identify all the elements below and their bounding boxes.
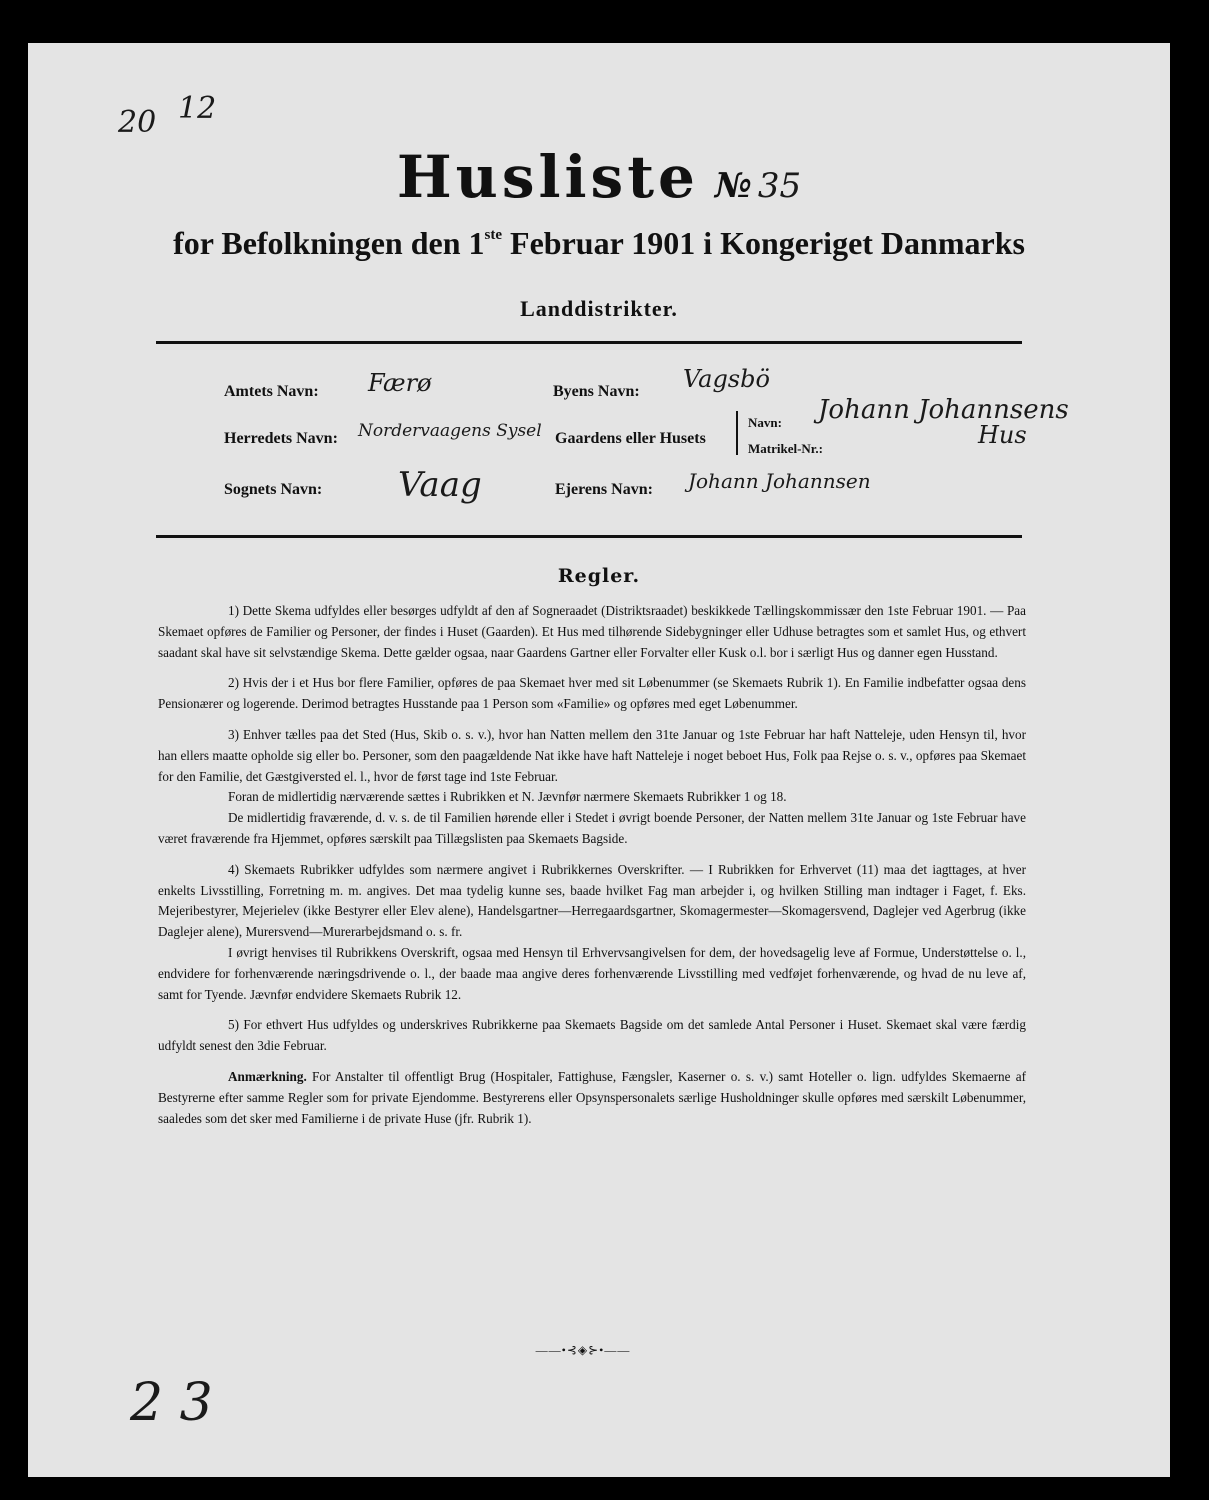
navn-label: Navn:: [748, 415, 782, 430]
matrikel-label: Matrikel-Nr.:: [748, 441, 823, 456]
rule-5: 5) For ethvert Hus udfyldes og underskrives Rubrikkerne paa Skemaets Bagside om det samlede Antal Personer i Huset. Skemaet skal være færdig udfyldt senest den 3die Februar.: [158, 1017, 1026, 1054]
census-form-page: [28, 43, 1170, 1477]
number-value: 35: [757, 166, 802, 206]
gaard-label: Gaardens eller Husets: [555, 430, 706, 447]
district-heading: Landdistrikter.: [520, 296, 678, 321]
ejer-label: Ejerens Navn:: [555, 481, 653, 498]
number-label: №: [714, 166, 752, 206]
amt-label: Amtets Navn:: [224, 383, 319, 400]
subtitle-sup: ste: [484, 227, 503, 243]
corner-number-left: 20: [118, 105, 157, 140]
note-paragraph: [158, 1067, 1026, 1129]
rules-text: [158, 601, 1026, 1139]
note-label: Anmærkning.: [228, 1068, 307, 1084]
amt-value: Færø: [368, 369, 432, 397]
bottom-divider: [156, 535, 1022, 538]
ornament-divider: ——•⊰◈⊱•——: [535, 1343, 631, 1357]
by-value: Vagsbö: [683, 365, 770, 393]
rule-3: 3) Enhver tælles paa det Sted (Hus, Skib o. s. v.), hvor han Natten mellem den 31te Januar og 1ste Februar har haft Natteleje, uden Hensyn til, hvor han ellers maatte opholde sig eller bo. Personer, som den paagældende Nat ikke have haft Natteleje i noget beboet Hus, Folk paa Rejse o. s. v., opføres paa Skemaet for den Familie, det Gæstgiversted el. l., hvor de først tage ind 1ste Februar.: [158, 726, 1026, 784]
rule-4-note: I øvrigt henvises til Rubrikkens Overskrift, ogsaa med Hensyn til Erhvervsangivelsen for dem, der hovedsagelig leve af Formue, Understøttelse o. l., endvidere for forhenværende næringsdrivende o. l., der baade maa angive deres forhenværende Livsstilling med vedføjet forhenværende, og hvad de nu leve af, samt for Tyende. Jævnfør endvidere Skemaets Rubrik 12.: [158, 944, 1026, 1002]
form-subtitle: [28, 225, 1170, 262]
rule-3-note-b: De midlertidig fraværende, d. v. s. de til Familien hørende eller i Stedet i øvrigt boende Personer, der Natten mellem 31te Januar og 1ste Februar have været fraværende fra Hjemmet, opføres særskilt paa Tillægslisten paa Skemaets Bagside.: [158, 810, 1026, 846]
herred-value: Nordervaagens Sysel: [358, 421, 542, 441]
note-text: For Anstalter til offentligt Brug (Hospitaler, Fattighuse, Fængsler, Kaserner o. s. v.) samt Hoteller o. lign. udfyldes Skemaerne af Bestyrerne efter samme Regler som for private Ejendomme. Bestyrerens eller Opsynspersonalets særlige Husholdninger skulle opføres med særskilt Løbenummer, saaledes som det sker med Familierne i de private Huse (jfr. Rubrik 1).: [158, 1068, 1026, 1126]
rule-4: 4) Skemaets Rubrikker udfyldes som nærmere angivet i Rubrikkernes Overskrifter. — I Rubrikken for Erhvervet (11) maa det iagttages, at hver enkelts Livsstilling, Forretning m. m. angives. Det maa tydelig kunne ses, baade hvilket Fag man arbejder i, og hvilken Stilling man indtager i Faget, f. Eks. Mejeribestyrer, Mejerielev (ikke Bestyrer eller Elev alene), Handelsgartner—Herregaardsgartner, Skomagermester—Skomagersvend, Daglejer ved Agerbrug (ikke Daglejer alene), Murersvend—Murerarbejdsmand o. s. fr.: [158, 861, 1026, 940]
rule-3-note-a: Foran de midlertidig nærværende sættes i Rubrikken et N. Jævnfør nærmere Skemaets Rubrikker 1 og 18.: [228, 789, 787, 805]
navn-value: Johann Johannsens: [818, 395, 1069, 425]
subtitle-post: Februar 1901 i Kongeriget Danmarks: [502, 225, 1025, 261]
rule-2: 2) Hvis der i et Hus bor flere Familier, opføres de paa Skemaet hver med sit Løbenummer (se Skemaets Rubrik 1). En Familie indbefatter ogsaa dens Pensionærer og logerende. Derimod betragtes Husstande paa 1 Person som «Familie» og opføres med eget Løbenummer.: [158, 675, 1026, 712]
title-text: Husliste: [396, 143, 699, 211]
herred-label: Herredets Navn:: [224, 430, 338, 447]
form-title: [28, 143, 1170, 211]
navn-value-line2: Hus: [978, 421, 1027, 449]
bottom-handwritten-marks: 2 3: [130, 1373, 213, 1433]
ejer-value: Johann Johannsen: [688, 469, 871, 493]
rule-1: 1) Dette Skema udfyldes eller besørges udfyldt af den af Sogneraadet (Distriktsraadet) beskikkede Tællingskommissær den 1ste Februar 1901. — Paa Skemaet opføres de Familier og Personer, der findes i Huset (Gaarden). Et Hus med tilhørende Sidebygninger eller Udhuse betragtes som et samlet Hus, og ethvert saadant skal have sit selvstændige Skema. Dette gælder ogsaa, naar Gaardens Gartner eller Forvalter eller Kusk o.l. bor i særligt Hus og danner egen Husstand.: [158, 603, 1026, 660]
by-label: Byens Navn:: [553, 383, 640, 400]
corner-number-right: 12: [178, 91, 217, 126]
top-divider: [156, 341, 1022, 344]
subtitle-pre: for Befolkningen den 1: [173, 225, 485, 261]
sogn-value: Vaag: [398, 465, 482, 505]
rules-heading: Regler.: [557, 565, 641, 587]
brace-line: [736, 411, 740, 455]
sogn-label: Sognets Navn:: [224, 481, 323, 498]
